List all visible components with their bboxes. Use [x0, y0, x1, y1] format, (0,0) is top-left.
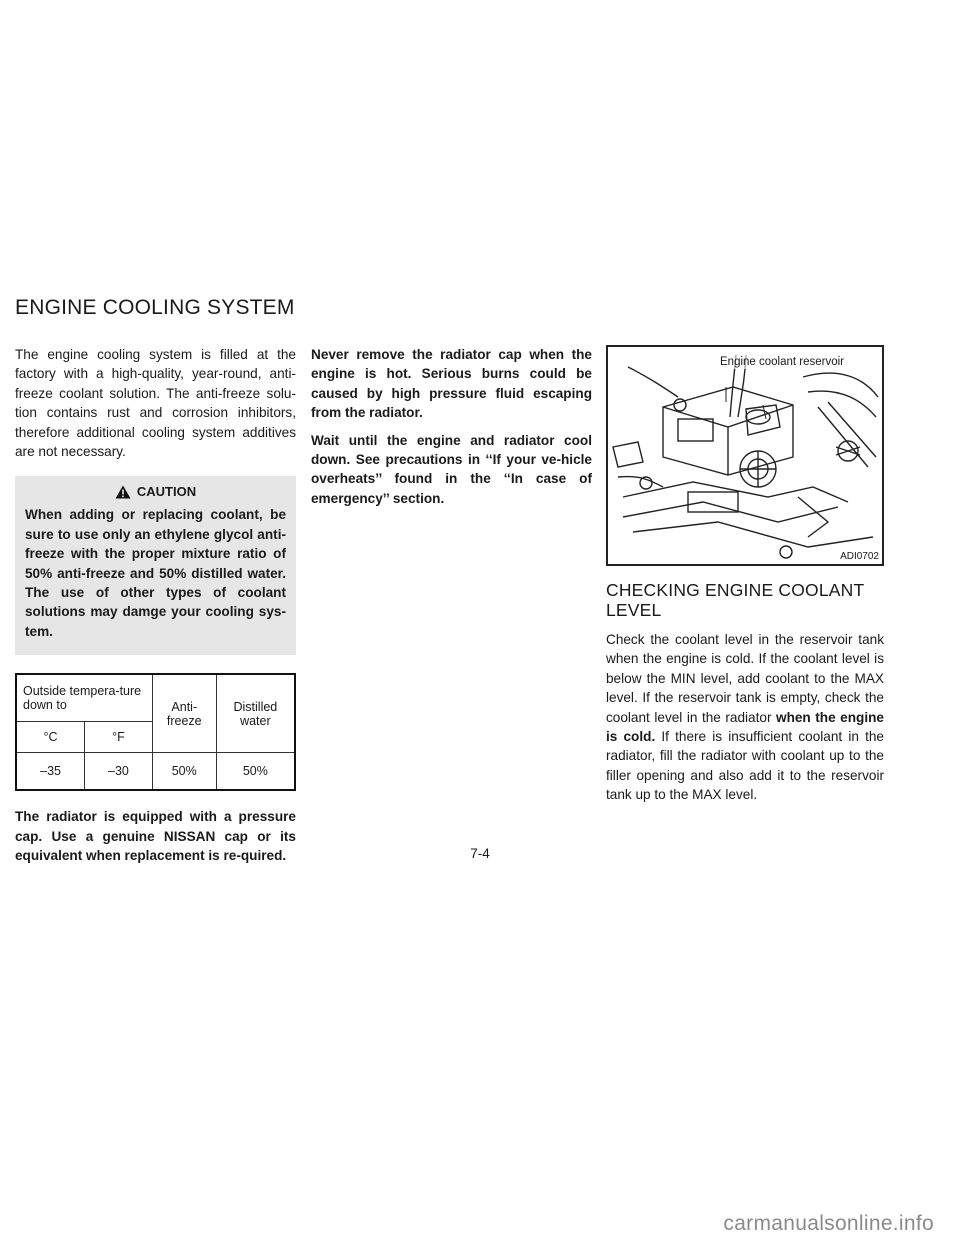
table-header-row [16, 674, 295, 722]
caution-header [25, 484, 286, 499]
caution-text: When adding or replacing coolant, be sure to use only an ethylene glycol anti-freeze with the proper mixture ratio of 50% anti-freeze and 50% distilled water. The use of other types of coolant solutions may damge your cooling sys-tem. [25, 507, 286, 639]
caution-box [15, 476, 296, 655]
coolant-check-text-2: If there is insufficient coolant in the radiator, fill the radiator with coolant up to the filler opening and also add it to the reservoir tank up to the MAX level. [606, 729, 884, 803]
header-antifreeze: Anti-freeze [152, 674, 216, 753]
section-title: ENGINE COOLING SYSTEM [15, 296, 295, 319]
page-number: 7-4 [470, 846, 490, 861]
cell-antifreeze: 50% [152, 753, 216, 791]
unit-fahrenheit: °F [85, 722, 153, 753]
cell-celsius: –35 [16, 753, 85, 791]
engine-bay-illustration [606, 345, 884, 566]
radiator-cap-warning: Never remove the radiator cap when the engine is hot. Serious burns could be caused by high pressure fluid escaping from the radiator. [311, 347, 592, 421]
coolant-mixture-table [15, 673, 296, 791]
cool-down-warning: Wait until the engine and radiator cool down. See precautions in ‘‘If your ve-hicle overheats’’ found in the ‘‘In case of emergency’’ section. [311, 432, 592, 506]
coolant-check-paragraph [606, 630, 884, 805]
column-right [606, 345, 884, 805]
intro-paragraph: The engine cooling system is filled at the factory with a high-quality, year-round, anti-freeze coolant solution. The anti-freeze solu-tion contains rust and corrosion inhibitors, therefore additional cooling system additives are not necessary. [15, 347, 296, 460]
header-outside-temp: Outside tempera-ture down to [16, 674, 152, 722]
pressure-cap-paragraph: The radiator is equipped with a pressure cap. Use a genuine NISSAN cap or its equivalent when replacement is re-quired. [15, 809, 296, 864]
image-code: ADI0702 [840, 551, 879, 562]
table-row [16, 753, 295, 791]
warning-triangle-icon [115, 485, 131, 499]
unit-celsius: °C [16, 722, 85, 753]
image-label: Engine coolant reservoir [720, 356, 845, 368]
subheading: CHECKING ENGINE COOLANT LEVEL [606, 580, 865, 620]
column-middle [311, 345, 592, 508]
engine-illustration-image [608, 347, 882, 564]
column-left [15, 345, 296, 866]
coolant-check-text-1: Check the coolant level in the reservoir tank when the engine is cold. If the coolant level is below the MIN level, add coolant to the MAX level. If the reservoir tank is empty, check the coolant level in the radiator [606, 632, 884, 725]
watermark: carmanualsonline.info [723, 1212, 934, 1235]
coolant-check-bold: when the engine is cold. [606, 709, 884, 745]
caution-title: CAUTION [136, 484, 197, 500]
cell-water: 50% [216, 753, 295, 791]
cell-fahrenheit: –30 [85, 753, 153, 791]
header-distilled-water: Distilled water [216, 674, 295, 753]
